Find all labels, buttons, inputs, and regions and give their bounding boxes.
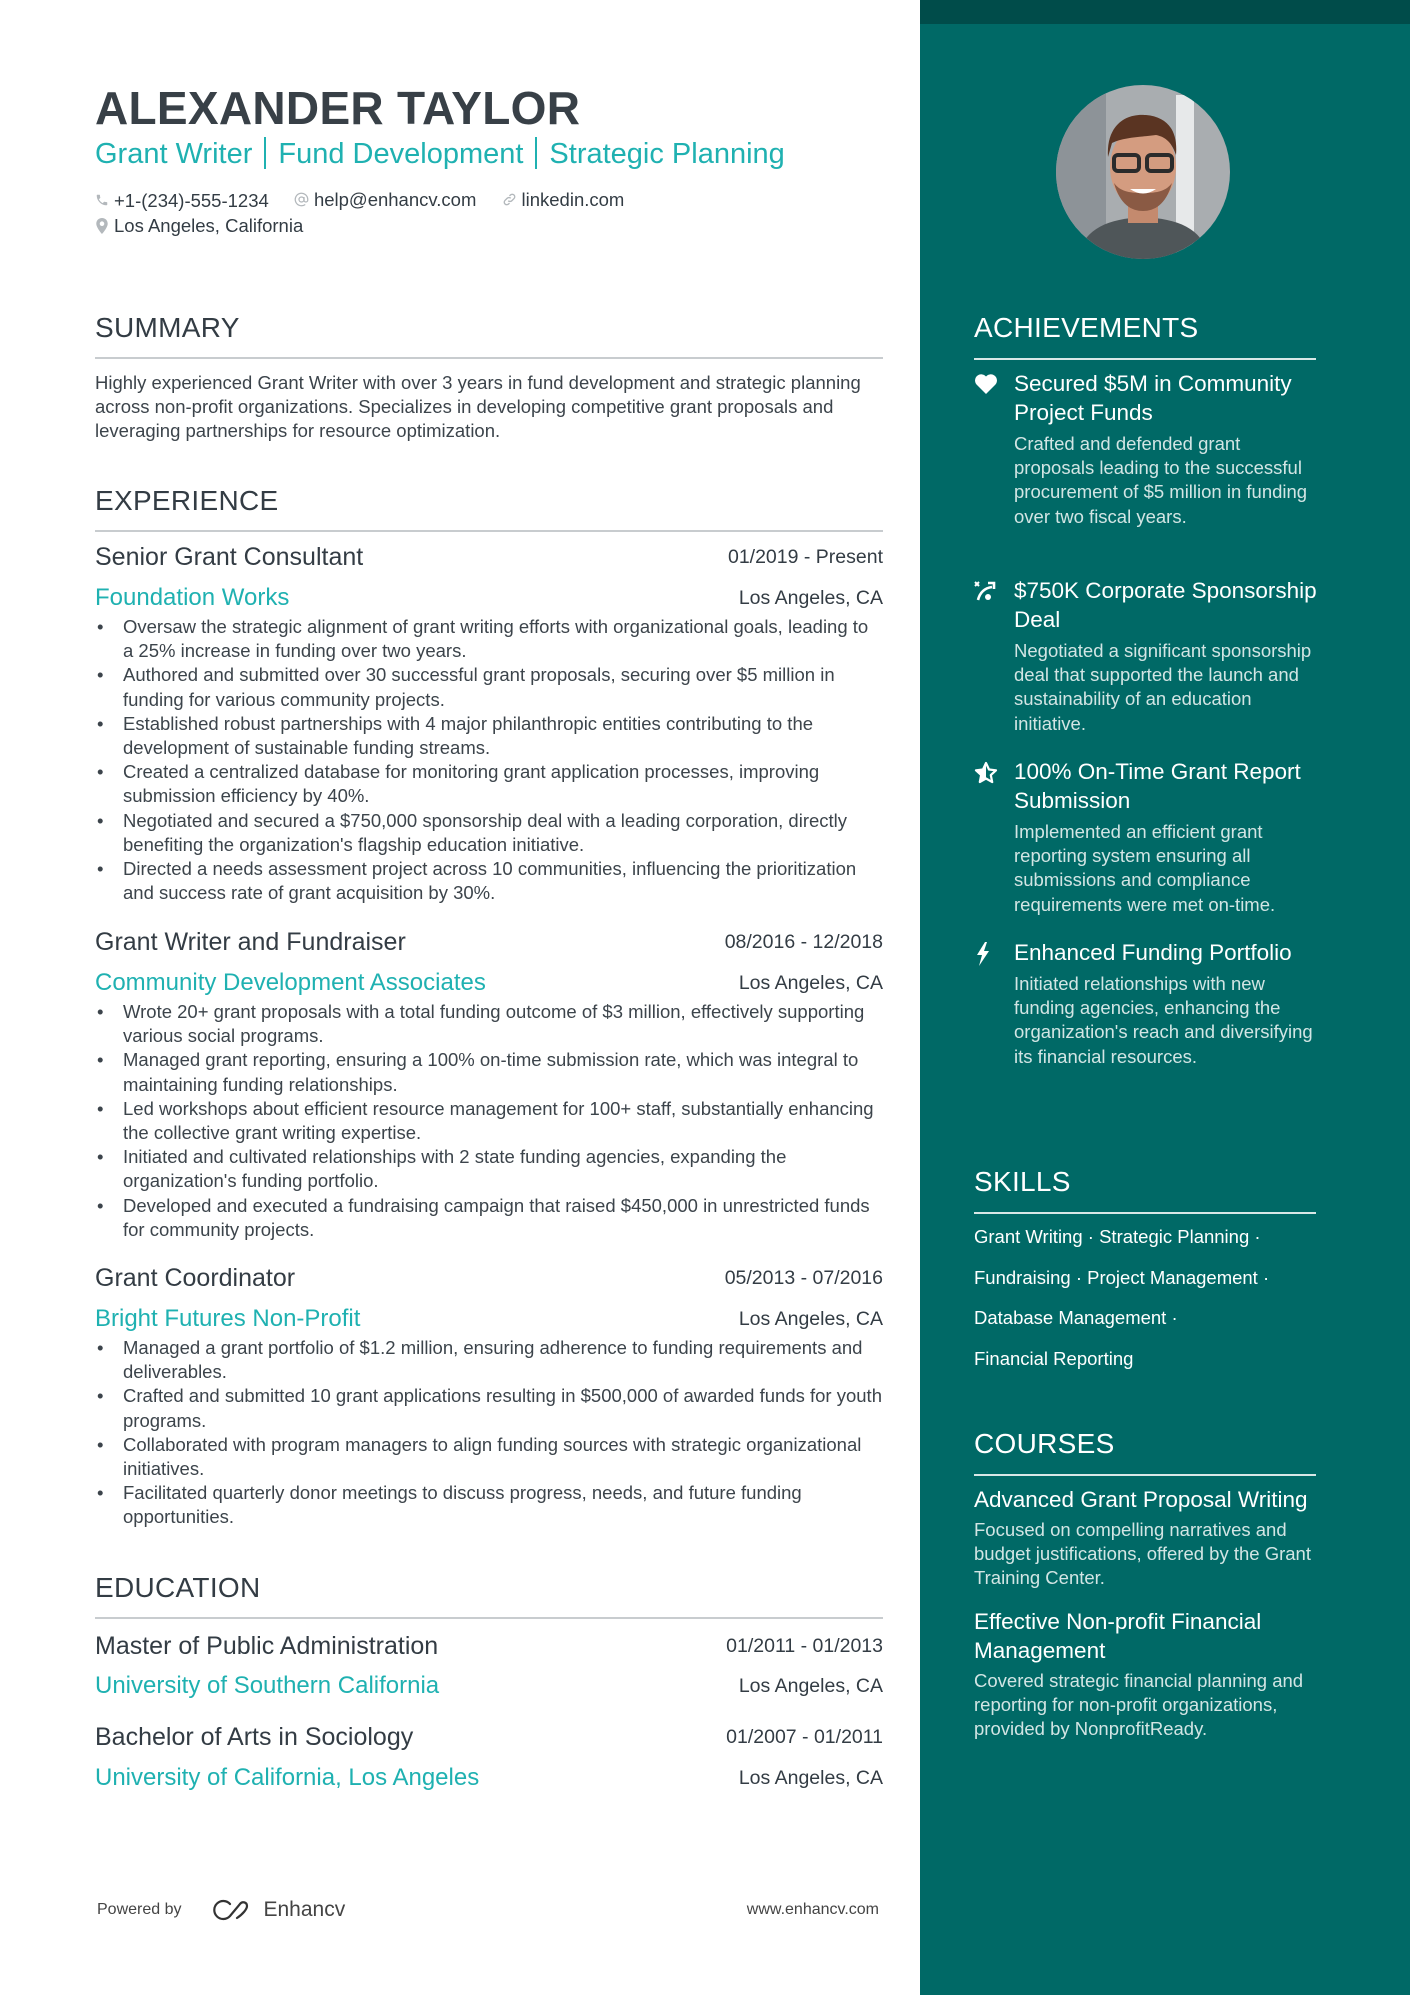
company-name: Foundation Works — [95, 584, 290, 611]
bullet-item: • Facilitated quarterly donor meetings to discuss progress, needs, and future funding opportunities. — [95, 1481, 883, 1529]
profile-photo — [1056, 85, 1230, 259]
enhancv-logo[interactable] — [210, 1898, 346, 1922]
edu-location: Los Angeles, CA — [738, 1766, 883, 1789]
achievement-title: Enhanced Funding Portfolio — [1014, 940, 1292, 965]
job-title: Grant Writer and Fundraiser — [95, 928, 406, 956]
heart-icon — [974, 373, 998, 395]
footer — [97, 1897, 879, 1923]
job-location: Los Angeles, CA — [738, 971, 883, 994]
bullet-item: • Negotiated and secured a $750,000 sponsorship deal with a leading corporation, directly benefiting the organization's flagship education initiative. — [95, 809, 883, 857]
course-desc: Covered strategic financial planning and reporting for non-profit organizations, provided by NonprofitReady. — [974, 1669, 1304, 1740]
job-dates: 05/2013 - 07/2016 — [724, 1266, 883, 1289]
email-text: help@enhancv.com — [313, 189, 477, 210]
email[interactable] — [294, 187, 476, 212]
skills-list — [974, 1217, 1316, 1379]
achievement-item — [974, 576, 1324, 736]
link-icon — [502, 192, 517, 207]
section-title: SKILLS — [974, 1166, 1071, 1197]
achievement-title: 100% On-Time Grant Report Submission — [1014, 759, 1301, 813]
bullet-list — [95, 1336, 883, 1530]
section-divider — [95, 530, 883, 532]
job-location: Los Angeles, CA — [738, 586, 883, 609]
skill-item: Database Management — [974, 1307, 1167, 1328]
website-link[interactable]: www.enhancv.com — [746, 1901, 879, 1918]
linkedin[interactable] — [502, 187, 625, 212]
skill-item: Grant Writing — [974, 1226, 1083, 1247]
at-icon — [294, 192, 309, 207]
achievement-item — [974, 369, 1324, 529]
degree: Master of Public Administration — [95, 1632, 439, 1660]
edu-dates: 01/2011 - 01/2013 — [726, 1634, 883, 1657]
bullet-item: • Directed a needs assessment project across 10 communities, influencing the prioritization and success rate of grant acquisition by 30%. — [95, 857, 883, 905]
candidate-name: ALEXANDER TAYLOR — [95, 82, 581, 134]
bullet-item: • Established robust partnerships with 4 major philanthropic entities contributing to the development of sustainable funding streams. — [95, 712, 883, 760]
bullet-item: • Developed and executed a fundraising campaign that raised $450,000 in unrestricted funds for community projects. — [95, 1194, 883, 1242]
link-text: linkedin.com — [521, 189, 625, 210]
section-divider — [95, 1617, 883, 1619]
separator: · — [1087, 1226, 1094, 1247]
job-title: Senior Grant Consultant — [95, 543, 364, 571]
job-dates: 08/2016 - 12/2018 — [724, 930, 883, 953]
bullet-item: • Authored and submitted over 30 successful grant proposals, securing over $5 million in funding for various community projects. — [95, 663, 883, 711]
section-title: SUMMARY — [95, 312, 240, 343]
location — [95, 213, 303, 238]
job-location: Los Angeles, CA — [738, 1307, 883, 1330]
phone-icon — [95, 193, 109, 207]
headline — [95, 135, 883, 173]
avatar-image — [1056, 85, 1230, 259]
job-entry — [95, 541, 883, 905]
course-item — [974, 1607, 1316, 1742]
section-divider — [974, 1474, 1316, 1476]
edu-dates: 01/2007 - 01/2011 — [726, 1725, 883, 1748]
enhancv-logo-icon — [210, 1898, 256, 1922]
divider — [535, 137, 537, 169]
achievement-title: Secured $5M in Community Project Funds — [1014, 371, 1292, 425]
experience-section — [95, 483, 883, 532]
degree: Bachelor of Arts in Sociology — [95, 1723, 414, 1751]
bullet-item: • Crafted and submitted 10 grant applications resulting in $500,000 of awarded funds for youth programs. — [95, 1384, 883, 1432]
location-text: Los Angeles, California — [114, 215, 304, 236]
job-title: Grant Coordinator — [95, 1264, 296, 1292]
bullet-item: • Led workshops about efficient resource management for 100+ staff, substantially enhancing the collective grant writing expertise. — [95, 1097, 883, 1145]
bullet-item: • Managed a grant portfolio of $1.2 million, ensuring adherence to funding requirements and deliverables. — [95, 1336, 883, 1384]
job-entry — [95, 926, 883, 1242]
contact-info — [95, 187, 883, 240]
achievement-item — [974, 938, 1324, 1069]
company-name: Community Development Associates — [95, 969, 486, 996]
course-item — [974, 1485, 1316, 1591]
achievement-desc: Initiated relationships with new funding agencies, enhancing the organization's reach and diversifying its financial resources. — [1014, 973, 1313, 1067]
brand-name: Enhancv — [263, 1898, 346, 1921]
bolt-icon — [974, 942, 992, 966]
edu-location: Los Angeles, CA — [738, 1674, 883, 1697]
section-title: EDUCATION — [95, 1572, 261, 1603]
achievement-desc: Negotiated a significant sponsorship deal that supported the launch and sustainability of an education initiative. — [1014, 640, 1312, 734]
sidebar-top-band — [920, 0, 1410, 24]
bullet-item: • Created a centralized database for monitoring grant application processes, improving submission efficiency by 40%. — [95, 760, 883, 808]
skills-section — [974, 1164, 1316, 1379]
separator: · — [1262, 1266, 1270, 1288]
achievements-section — [974, 310, 1316, 360]
section-divider — [974, 1212, 1316, 1214]
achievement-title: $750K Corporate Sponsorship Deal — [1014, 578, 1317, 632]
skill-item: Strategic Planning — [1099, 1226, 1250, 1247]
education-section — [95, 1570, 883, 1619]
bullet-item: • Initiated and cultivated relationships with 2 state funding agencies, expanding the organization's funding portfolio. — [95, 1145, 883, 1193]
bullet-item: • Wrote 20+ grant proposals with a total funding outcome of $3 million, effectively supporting various social programs. — [95, 1000, 883, 1048]
divider — [264, 137, 266, 169]
separator: · — [1075, 1266, 1082, 1288]
summary-section — [95, 310, 883, 444]
job-entry — [95, 1262, 883, 1530]
skill-item: Financial Reporting — [974, 1347, 1134, 1369]
skill-item: Project Management — [1087, 1266, 1258, 1288]
bullet-item: • Collaborated with program managers to align funding sources with strategic organizational initiatives. — [95, 1433, 883, 1481]
phone[interactable] — [95, 188, 269, 213]
section-title: COURSES — [974, 1428, 1115, 1459]
headline-title: Fund Development — [278, 138, 524, 170]
section-title: ACHIEVEMENTS — [974, 312, 1199, 343]
bullet-item: • Oversaw the strategic alignment of grant writing efforts with organizational goals, leading to a 25% increase in funding over two years. — [95, 615, 883, 663]
courses-section — [974, 1426, 1316, 1741]
star-icon — [974, 761, 998, 785]
headline-title: Grant Writer — [95, 138, 253, 170]
skill-item: Fundraising — [974, 1266, 1071, 1288]
school-name: University of Southern California — [95, 1672, 440, 1699]
phone-text: +1-(234)-555-1234 — [114, 189, 269, 211]
section-divider — [974, 358, 1316, 360]
section-divider — [95, 357, 883, 359]
achievement-desc: Implemented an efficient grant reporting system ensuring all submissions and compliance requirements were met on-time. — [1014, 821, 1276, 915]
separator: · — [1171, 1307, 1178, 1328]
bullet-list — [95, 1000, 883, 1242]
achievement-item — [974, 757, 1324, 917]
course-title: Advanced Grant Proposal Writing — [974, 1487, 1308, 1512]
powered-by-label: Powered by — [97, 1901, 182, 1918]
company-name: Bright Futures Non-Profit — [95, 1305, 361, 1332]
education-entry — [95, 1721, 883, 1794]
achievement-desc: Crafted and defended grant proposals leading to the successful procurement of $5 million in funding over two fiscal years. — [1014, 433, 1308, 527]
course-desc: Focused on compelling narratives and budget justifications, offered by the Grant Training Center. — [974, 1519, 1311, 1589]
bullet-list — [95, 615, 883, 905]
location-pin-icon — [95, 218, 109, 234]
school-name: University of California, Los Angeles — [95, 1764, 480, 1791]
bullet-item: • Managed grant reporting, ensuring a 100% on-time submission rate, which was integral to maintaining funding relationships. — [95, 1048, 883, 1096]
education-entry — [95, 1630, 883, 1702]
headline-title: Strategic Planning — [549, 138, 785, 170]
job-dates: 01/2019 - Present — [727, 545, 883, 568]
separator: · — [1254, 1226, 1261, 1247]
section-title: EXPERIENCE — [95, 485, 279, 516]
strategy-icon — [974, 580, 996, 602]
summary-text: Highly experienced Grant Writer with over 3 years in fund development and strategic planning across non-profit organizations. Specializes in developing competitive grant proposals and leveraging partnerships for resource optimization. — [95, 372, 861, 442]
course-title: Effective Non-profit Financial Management — [974, 1608, 1262, 1663]
